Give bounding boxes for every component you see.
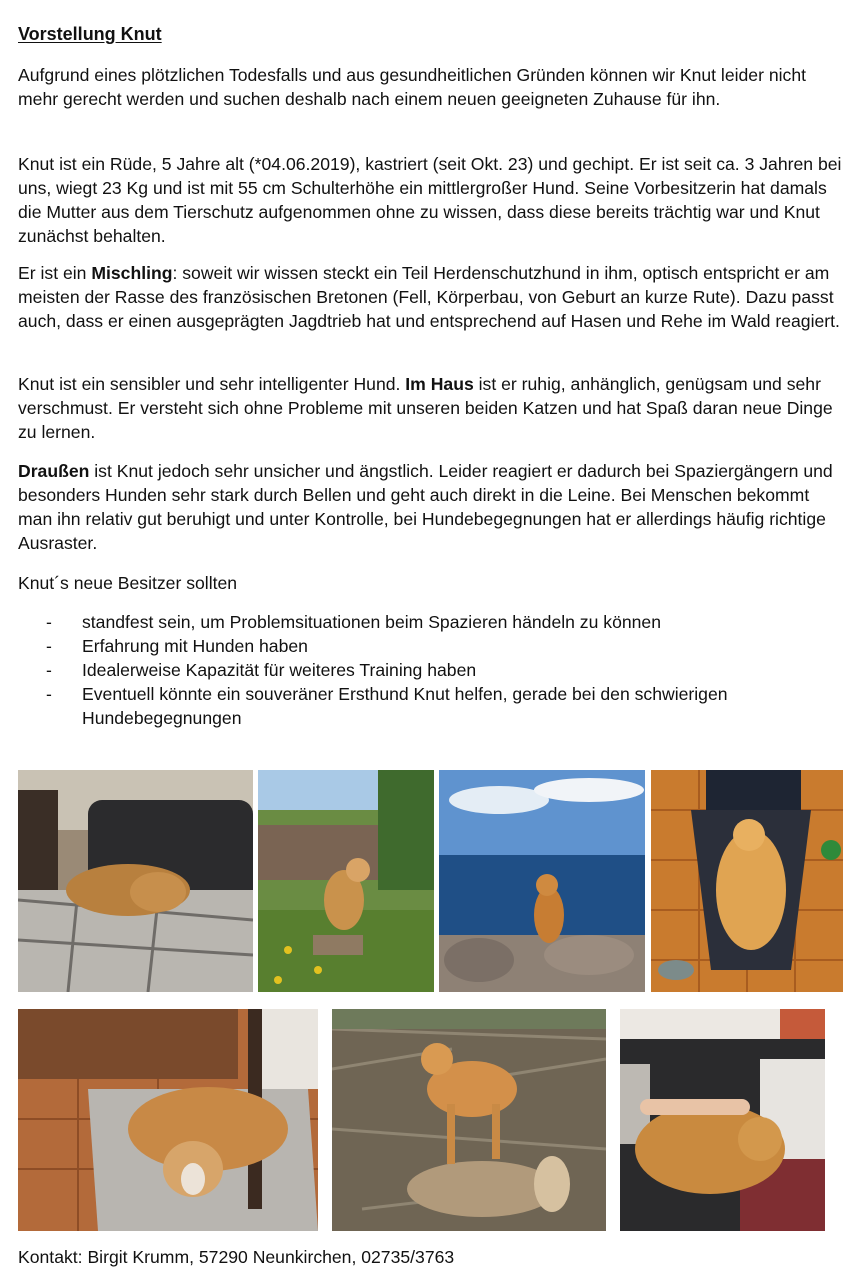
contact-line: Kontakt: Birgit Krumm, 57290 Neunkirchen, 02735/3763 [18,1247,455,1267]
photo-dog-garden [258,770,434,992]
facts-paragraph: Knut ist ein Rüde, 5 Jahre alt (*04.06.2019), kastriert (seit Okt. 23) und gechipt. Er ist seit ca. 3 Jahren bei uns, wiegt 23 Kg und ist mit 55 cm Schulterhöhe ein mittlergroßer Hund. Seine Vorbesitzerin hat damals die Mutter aus dem Tierschutz aufgenommen ohne zu wissen, dass diese bereits trächtig war und Knut zunächst behalten. [18,154,842,246]
indoor-bold: Im Haus [405,374,474,394]
requirements-intro: Knut´s neue Besitzer sollten [18,573,238,593]
outdoor-paragraph: Draußen ist Knut jedoch sehr unsicher und ängstlich. Leider reagiert er dadurch bei Spaziergängern und besonders Hunden sehr stark durch Bellen und geht auch direkt in die Leine. Bei Menschen bekommt man ihn relativ gut beruhigt und unter Kontrolle, bei Hundebegegnungen hat er allerdings häufig richtige Ausraster. [18,461,833,553]
photo-dog-on-sofa [620,1009,825,1231]
breed-paragraph: Er ist ein Mischling: soweit wir wissen steckt ein Teil Herdenschutzhund in ihm, optisch entspricht er am meisten der Rasse des französischen Bretonen (Fell, Körperbau, von Geburt an kurze Rute). Dazu passt auch, dass er einen ausgeprägten Jagdtrieb hat und entsprechend auf Hasen und Rehe im Wald reagiert. [18,263,840,331]
requirements-list [18,610,848,730]
list-item: - Erfahrung mit Hunden haben [46,636,308,656]
photo-dog-on-lap [651,770,843,992]
list-item: - Idealerweise Kapazität für weiteres Training haben [46,660,477,680]
photo-dog-lake [439,770,645,992]
list-item: - standfest sein, um Problemsituationen beim Spazieren händeln zu können [46,612,661,632]
photo-dog-on-couch [18,770,253,992]
intro-paragraph: Aufgrund eines plötzlichen Todesfalls und aus gesundheitlichen Gründen können wir Knut leider nicht mehr gerecht werden und suchen deshalb nach einem neuen geeigneten Zuhause für ihn. [18,65,806,109]
character-paragraph: Knut ist ein sensibler und sehr intelligenter Hund. Im Haus ist er ruhig, anhänglich, genügsam und sehr verschmust. Er versteht sich ohne Probleme mit unseren beiden Katzen und hat Spaß daran neue Dinge zu lernen. [18,374,833,442]
outdoor-bold: Draußen [18,461,90,481]
list-item: - Eventuell könnte ein souveräner Ersthund Knut helfen, gerade bei den schwierigen Hundebegegnungen [46,684,728,728]
document-title: Vorstellung Knut [18,24,162,44]
photo-dog-on-rug [18,1009,318,1231]
breed-bold: Mischling [91,263,173,283]
photo-dog-on-log [332,1009,606,1231]
